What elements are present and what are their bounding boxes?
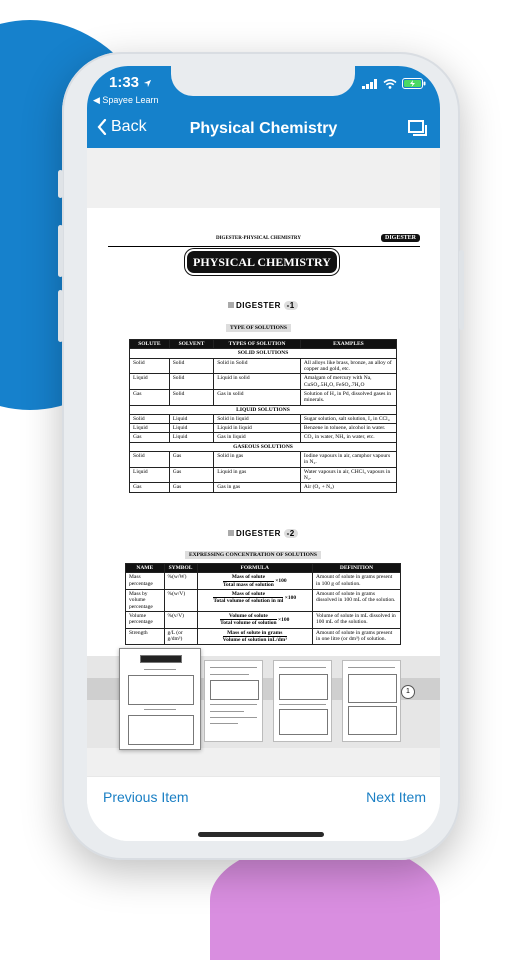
table-cell: Liquid: [169, 433, 213, 442]
table-cell: Gas in liquid: [214, 433, 301, 442]
table-cell: g/L (or g/dm³): [164, 628, 197, 645]
thumbnail-strip[interactable]: [87, 656, 440, 748]
document-viewer[interactable]: [87, 148, 440, 776]
table-row: [126, 628, 401, 645]
digester-1-heading: DIGESTER -1: [228, 301, 298, 310]
table-cell: Amount of solute in grams dissolved in 100 mL of the solution.: [313, 589, 401, 611]
phone-notch: [171, 66, 355, 96]
table-cell: Liquid: [130, 374, 170, 390]
comments-button[interactable]: [408, 120, 428, 143]
running-head: [108, 234, 420, 247]
section-label-2: EXPRESSING CONCENTRATION OF SOLUTIONS: [185, 551, 321, 559]
table-cell: Liquid in gas: [214, 467, 301, 483]
table-cell: Solid in Solid: [214, 358, 301, 374]
table-row: [130, 452, 397, 468]
table-cell: %(v/V): [164, 611, 197, 628]
table-row: [126, 589, 401, 611]
table-group-heading: SOLID SOLUTIONS: [130, 349, 397, 358]
table-row: [126, 573, 401, 590]
table-cell: Amount of solute in grams present in one litre (or dm³) of solution.: [313, 628, 401, 645]
table-cell: Gas in solid: [214, 389, 301, 405]
chat-icon: [408, 120, 428, 138]
table-cell: $\frac{\text{Mass of solute}}{\text{Total volume of solution in ml}} \times 100$: [197, 589, 313, 611]
table-row: [130, 414, 397, 423]
bullet-square-icon: [228, 530, 234, 536]
table-cell: Liquid in solid: [214, 374, 301, 390]
status-carrier[interactable]: ◀ Spayee Learn: [93, 95, 159, 105]
table-cell: Gas: [169, 483, 213, 492]
running-head-text: DIGESTER-PHYSICAL CHEMISTRY: [216, 236, 301, 241]
app-screen: [87, 66, 440, 841]
table-cell: %(w/W): [164, 573, 197, 590]
table-cell: Gas in gas: [214, 483, 301, 492]
thumbnail-page-3[interactable]: [273, 660, 332, 742]
formula-fraction: $\frac{\text{Mass of solute in grams}}{\text{Volume of solution inL/dm³}}$: [222, 629, 287, 643]
table-cell: Liquid: [130, 424, 170, 433]
phone-power-button: [459, 250, 464, 330]
table-header-cell: SOLUTE: [130, 340, 170, 349]
table-group-heading: LIQUID SOLUTIONS: [130, 405, 397, 414]
table-row: [130, 483, 397, 492]
table-header-cell: FORMULA: [197, 564, 313, 573]
table-row: [126, 611, 401, 628]
table-cell: CO₂ in water, NH₃ in water, etc.: [300, 433, 396, 442]
table-row: [130, 467, 397, 483]
table-header-cell: SOLVENT: [169, 340, 213, 349]
digester-2-heading: DIGESTER -2: [228, 529, 298, 538]
thumbnail-page-4[interactable]: [342, 660, 401, 742]
table-row: [130, 424, 397, 433]
battery-icon: [402, 78, 426, 89]
table-cell: %(w/V): [164, 589, 197, 611]
formula-fraction: $\frac{\text{Mass of solute}}{\text{Total volume of solution in ml}}$: [213, 590, 284, 605]
table-cell: $\frac{\text{Volume of solute}}{\text{Total volume of solution}} \times 100$: [197, 611, 313, 628]
concentration-table: [125, 563, 401, 645]
table-cell: Solid: [130, 452, 170, 468]
running-head-tag: DIGESTER: [381, 234, 420, 242]
document-title: PHYSICAL CHEMISTRY: [187, 251, 337, 273]
back-label: Back: [111, 118, 147, 135]
table-cell: Gas: [130, 433, 170, 442]
formula-fraction: $\frac{\text{Volume of solute}}{\text{Total volume of solution}}$: [220, 612, 277, 627]
thumbnail-page-2[interactable]: [204, 660, 263, 742]
table-cell: [197, 628, 313, 645]
table-cell: Gas: [130, 389, 170, 405]
table-header-cell: TYPES OF SOLUTION: [214, 340, 301, 349]
phone-volume-down: [58, 290, 63, 342]
table-cell: Mass percentage: [126, 573, 165, 590]
status-icons: [362, 78, 426, 89]
location-arrow-icon: [143, 79, 152, 88]
table-cell: Solid: [169, 358, 213, 374]
table-cell: Solid in liquid: [214, 414, 301, 423]
signal-icon: [362, 79, 378, 89]
table-cell: Gas: [169, 467, 213, 483]
table-row: [130, 389, 397, 405]
table-cell: Solid: [169, 389, 213, 405]
table-cell: Solid: [130, 358, 170, 374]
table-row: [130, 433, 397, 442]
table-cell: Air (O₂ + N₂): [300, 483, 396, 492]
table-cell: Solution of H₂ in Pd, dissolved gases in minerals.: [300, 389, 396, 405]
table-header-cell: SYMBOL: [164, 564, 197, 573]
solutions-table: [129, 339, 397, 493]
table-cell: Solid in gas: [214, 452, 301, 468]
bullet-square-icon: [228, 302, 234, 308]
table-cell: Solid: [130, 414, 170, 423]
table-cell: $\frac{\text{Mass of solute}}{\text{Total mass of solution}} \times 100$: [197, 573, 313, 590]
table-cell: Water vapours in air, CHCl₃ vapours in N₂.: [300, 467, 396, 483]
table-cell: Amount of solute in grams present in 100 g of solution.: [313, 573, 401, 590]
thumbnail-page-1[interactable]: [119, 648, 201, 750]
table-cell: Gas: [169, 452, 213, 468]
table-row: [130, 358, 397, 374]
page-indicator: 1: [401, 685, 415, 699]
page-title: Physical Chemistry: [189, 120, 338, 137]
table-cell: All alloys like brass, bronze, an alloy of copper and gold, etc.: [300, 358, 396, 374]
table-row: [130, 374, 397, 390]
home-indicator[interactable]: [198, 832, 324, 837]
table-cell: Mass by volume percentage: [126, 589, 165, 611]
table-cell: Liquid: [169, 424, 213, 433]
table-cell: Iodine vapours in air, camphor vapours in N₂.: [300, 452, 396, 468]
table-cell: Strength: [126, 628, 165, 645]
table-cell: Gas: [130, 483, 170, 492]
table-group-heading: GASEOUS SOLUTIONS: [130, 442, 397, 451]
app-header: [87, 66, 440, 148]
table-cell: Volume percentage: [126, 611, 165, 628]
table-cell: Liquid: [130, 467, 170, 483]
table-cell: Sugar solution, salt solution, I₂ in CCl₄: [300, 414, 396, 423]
table-cell: Liquid in liquid: [214, 424, 301, 433]
table-header-cell: EXAMPLES: [300, 340, 396, 349]
status-time: 1:33: [109, 74, 152, 91]
table-cell: Solid: [169, 374, 213, 390]
phone-volume-up: [58, 225, 63, 277]
table-cell: Volume of solute in mL dissolved in 100 mL of the solution.: [313, 611, 401, 628]
table-header-cell: DEFINITION: [313, 564, 401, 573]
formula-fraction: $\frac{\text{Mass of solute}}{\text{Total mass of solution}}$: [222, 574, 274, 588]
previous-item-button[interactable]: Previous Item: [103, 789, 189, 805]
table-cell: Benzene in toluene, alcohol in water.: [300, 424, 396, 433]
next-item-button[interactable]: Next Item: [366, 789, 426, 805]
wifi-icon: [383, 79, 397, 89]
section-label-1: TYPE OF SOLUTIONS: [226, 324, 291, 332]
table-header-cell: NAME: [126, 564, 165, 573]
phone-mute-switch: [58, 170, 63, 198]
table-cell: Liquid: [169, 414, 213, 423]
table-cell: Amalgam of mercury with Na, CuSO₄.5H₂O, FeSO₄.7H₂O: [300, 374, 396, 390]
